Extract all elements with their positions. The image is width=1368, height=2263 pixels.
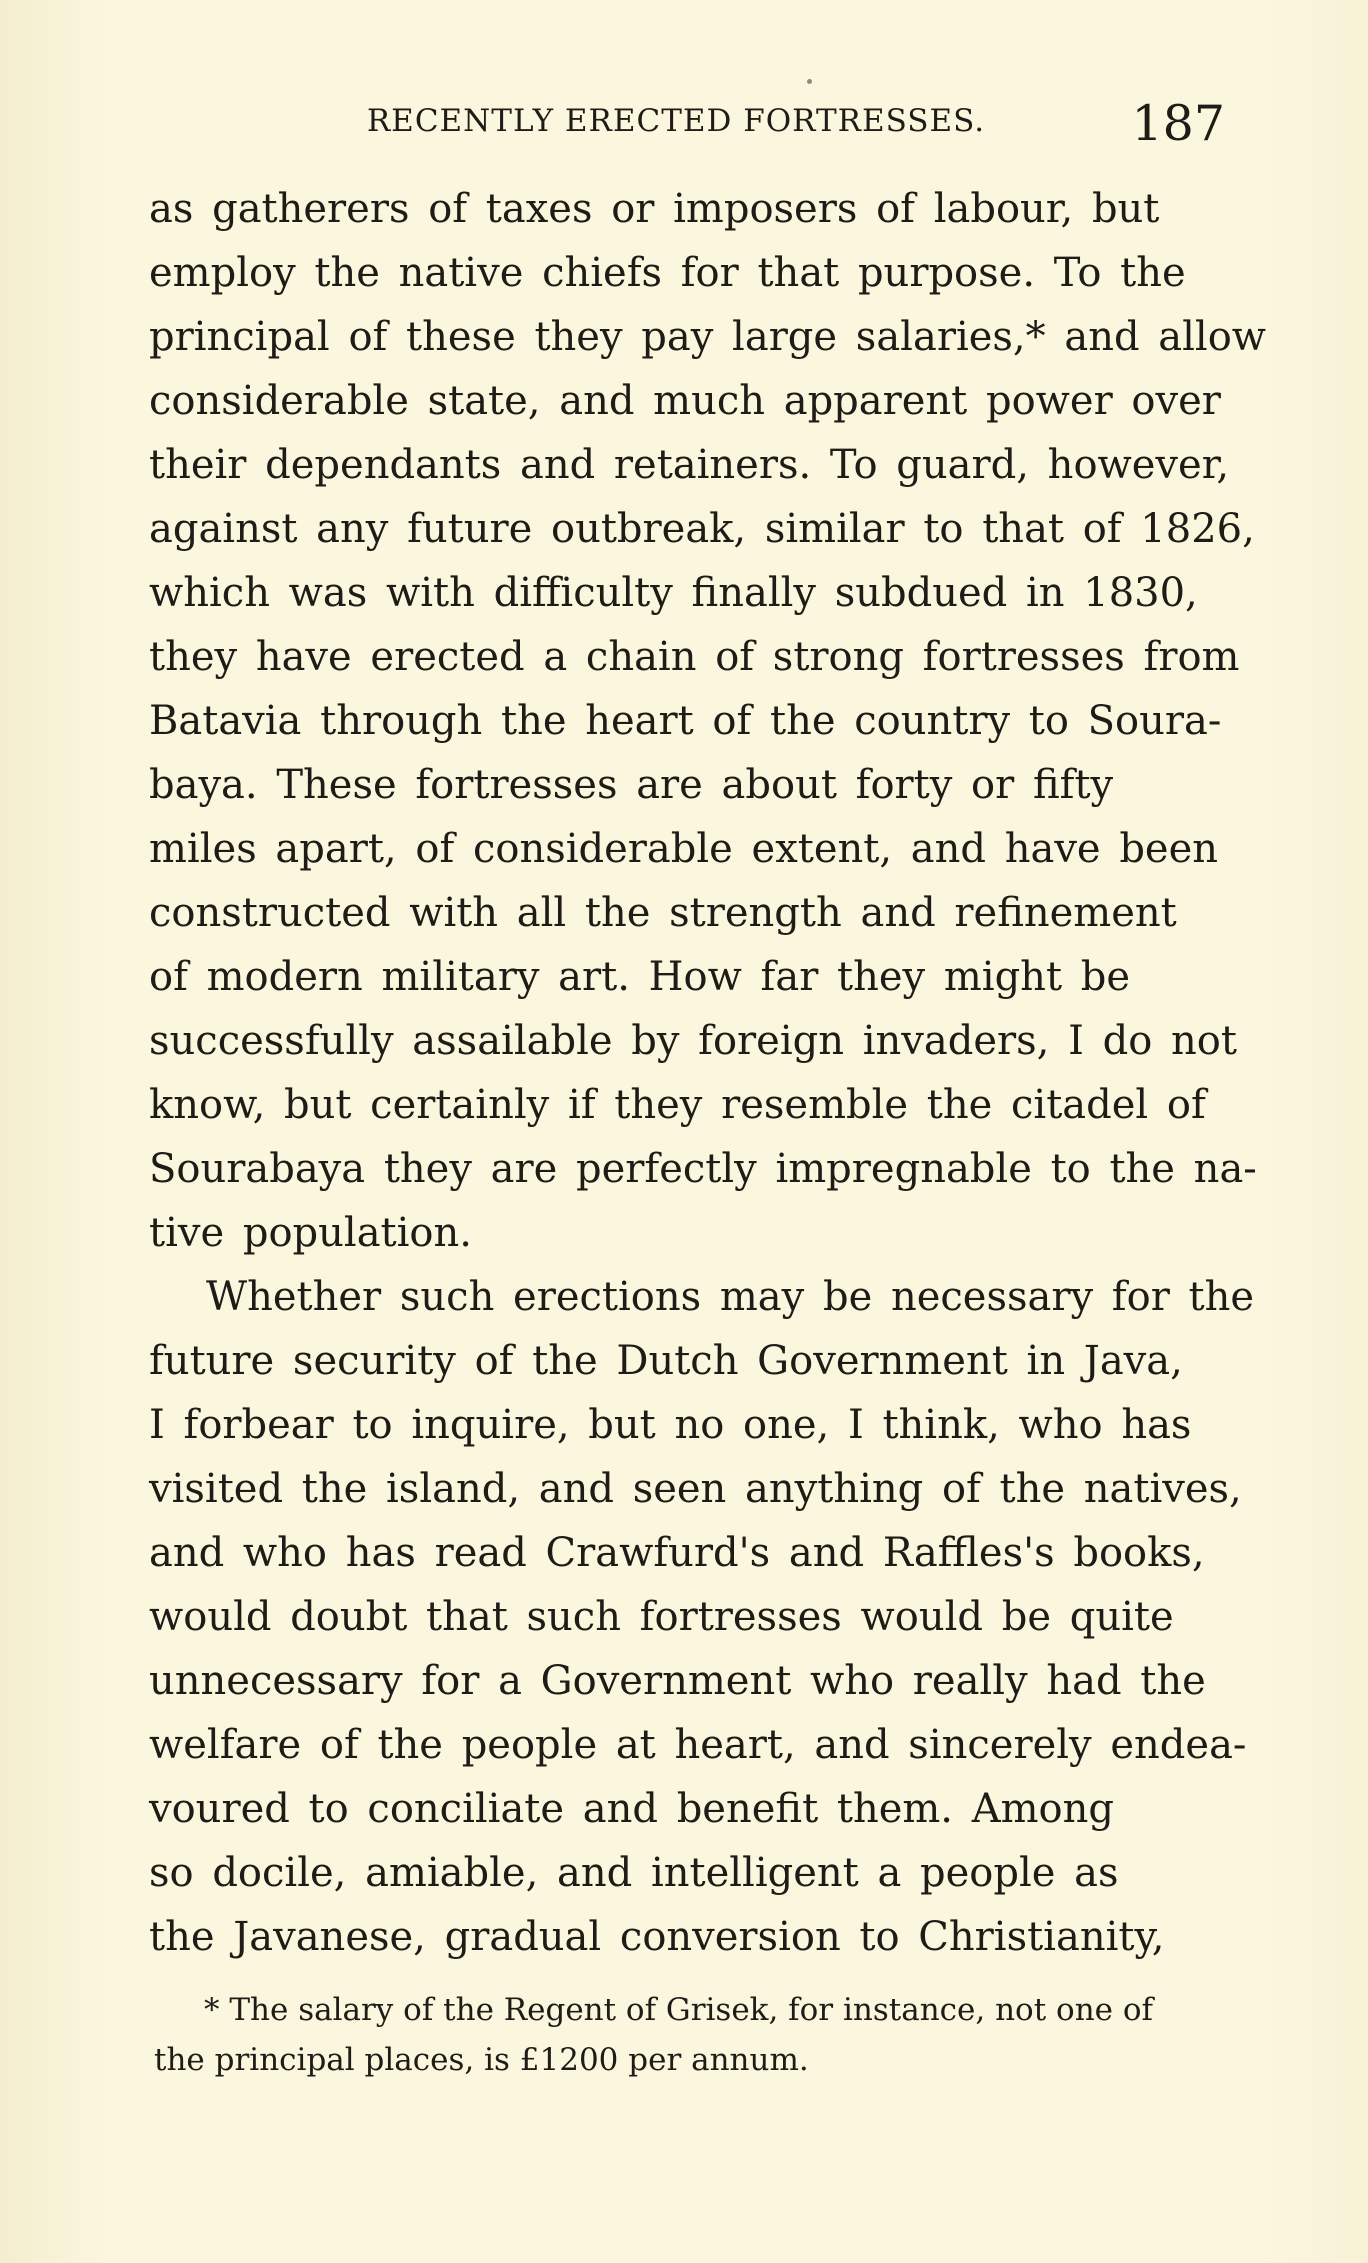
text-line-22: and who has read Crawfurd's and Raffles's books,: [149, 1530, 1205, 1576]
page-number: 187: [1131, 95, 1225, 152]
text-line-9: Batavia through the heart of the country to Soura-: [149, 698, 1222, 744]
running-head: RECENTLY ERECTED FORTRESSES.: [366, 103, 986, 139]
text-line-21: visited the island, and seen anything of the natives,: [149, 1466, 1242, 1512]
text-line-17: tive population.: [149, 1210, 472, 1256]
text-line-12: constructed with all the strength and refinement: [149, 890, 1177, 936]
text-line-25: welfare of the people at heart, and sincerely endea-: [149, 1722, 1247, 1768]
text-line-6: against any future outbreak, similar to that of 1826,: [149, 506, 1255, 552]
text-line-27: so docile, amiable, and intelligent a people as: [149, 1850, 1119, 1896]
text-line-14: successfully assailable by foreign invaders, I do not: [149, 1018, 1237, 1064]
text-line-23: would doubt that such fortresses would be quite: [149, 1594, 1174, 1640]
text-line-8: they have erected a chain of strong fortresses from: [149, 634, 1240, 680]
text-line-24: unnecessary for a Government who really had the: [149, 1658, 1206, 1704]
text-line-26: voured to conciliate and benefit them. Among: [149, 1786, 1115, 1832]
text-line-18: Whether such erections may be necessary for the: [206, 1274, 1255, 1320]
text-line-15: know, but certainly if they resemble the citadel of: [149, 1082, 1206, 1128]
text-line-10: baya. These fortresses are about forty or fifty: [149, 762, 1114, 808]
footnote-line-2: the principal places, is £1200 per annum.: [154, 2042, 809, 2078]
main-text: [149, 177, 1267, 1969]
footnote-line-1: * The salary of the Regent of Grisek, for instance, not one of: [204, 1992, 1153, 2028]
text-line-20: I forbear to inquire, but no one, I think, who has: [149, 1402, 1192, 1448]
text-line-5: their dependants and retainers. To guard, however,: [149, 442, 1230, 488]
footnote: [154, 1985, 1222, 2085]
ink-mark: [807, 79, 812, 84]
text-line-7: which was with difficulty finally subdued in 1830,: [149, 570, 1198, 616]
text-line-11: miles apart, of considerable extent, and have been: [149, 826, 1219, 872]
text-line-2: employ the native chiefs for that purpose. To the: [149, 250, 1186, 296]
page-header: [149, 95, 1225, 152]
text-line-19: future security of the Dutch Government in Java,: [149, 1338, 1183, 1384]
text-line-1: as gatherers of taxes or imposers of labour, but: [149, 186, 1160, 232]
text-line-28: the Javanese, gradual conversion to Christianity,: [149, 1914, 1165, 1960]
text-line-4: considerable state, and much apparent power over: [149, 378, 1221, 424]
text-line-3: principal of these they pay large salaries,* and allow: [149, 314, 1267, 360]
text-line-13: of modern military art. How far they might be: [149, 954, 1131, 1000]
text-line-16: Sourabaya they are perfectly impregnable to the na-: [149, 1146, 1257, 1192]
